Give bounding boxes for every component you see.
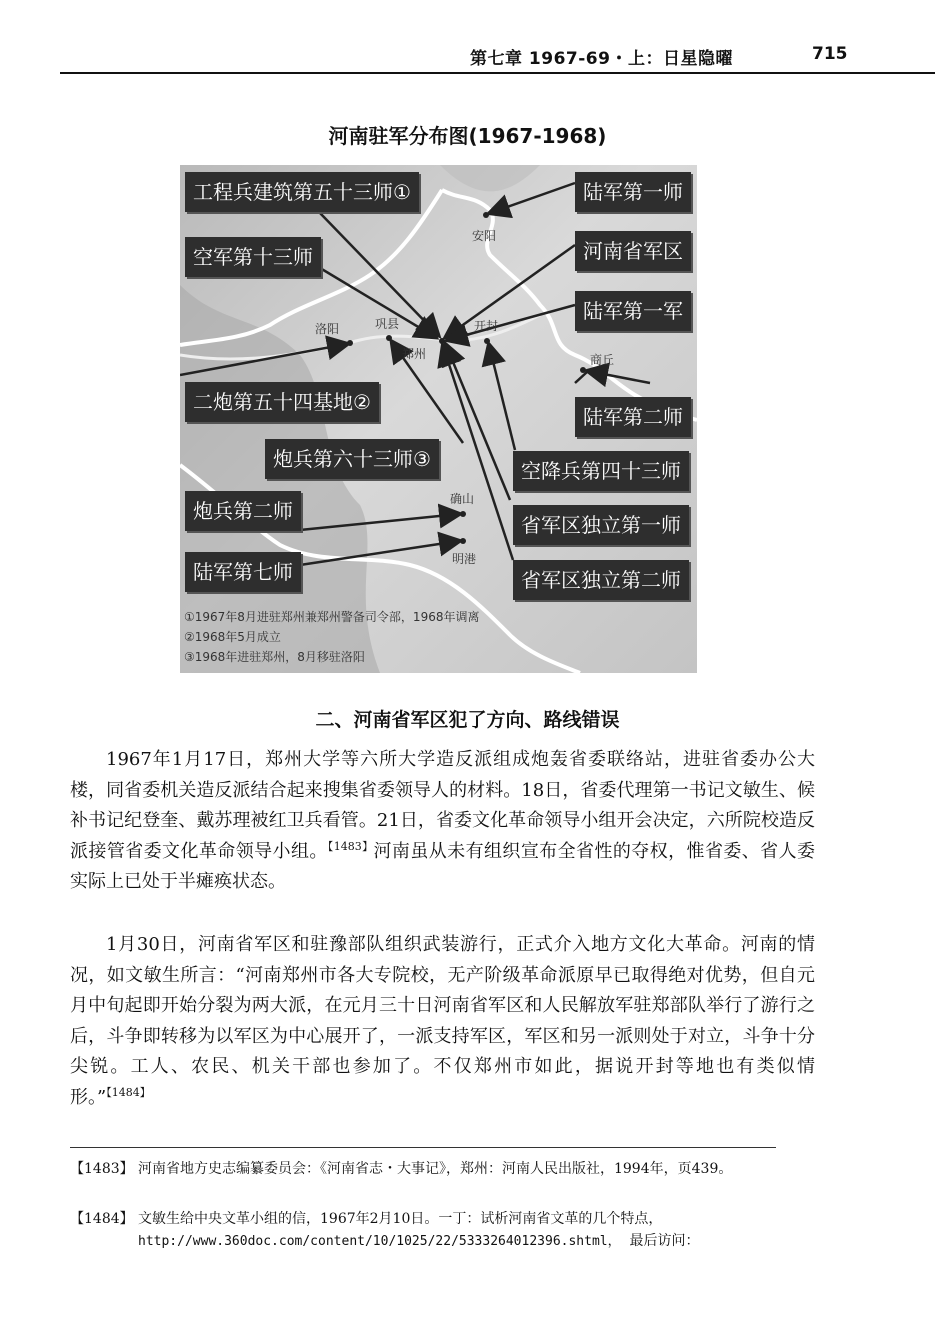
footnote-ref-1483[interactable]: 【1483】 bbox=[327, 839, 374, 853]
city-label-minggang: 明港 bbox=[452, 552, 477, 566]
footnote-rule bbox=[70, 1147, 776, 1148]
p2-text: 1月30日，河南省军区和驻豫部队组织武装游行，正式介入地方文化大革命。河南的情况，如文敏生所言：“河南郑州市各大专院校，无产阶级革命派原早已取得绝对优势，但自元月中旬起即开始分裂为两大派，在元月三十日河南省军区和人民解放军驻郑部队举行了游行之后，斗争即转移为以军区为中心展开了，一派支持军区，军区和另一派则处于对立，斗争十分尖锐。工人、农民、机关干部也参加了。不仅郑州市如此，据说开封等地也有类似情形。” bbox=[70, 934, 815, 1108]
footnote-1483 bbox=[70, 1158, 815, 1180]
unit-label-independent-2: 省军区独立第二师 bbox=[513, 560, 689, 600]
henan-garrison-map bbox=[180, 165, 697, 673]
section-heading: 二、河南省军区犯了方向、路线错误 bbox=[315, 709, 620, 731]
footnote-1484 bbox=[70, 1208, 815, 1253]
city-dot-queshan bbox=[460, 511, 466, 517]
city-label-anyang: 安阳 bbox=[472, 229, 497, 243]
body-paragraph-1 bbox=[70, 745, 815, 898]
footnote-tail: 最后访问： bbox=[629, 1233, 700, 1249]
city-dot-anyang bbox=[483, 212, 489, 218]
running-header-title: 第七章 1967-69・上：日星隐曜 bbox=[470, 49, 733, 69]
unit-label-artillery-2: 炮兵第二师 bbox=[185, 491, 301, 531]
unit-label-henan-district: 河南省军区 bbox=[575, 231, 691, 271]
body-paragraph-2 bbox=[70, 930, 815, 1114]
city-label-shangqiu: 商丘 bbox=[590, 353, 615, 367]
city-label-kaifeng: 开封 bbox=[474, 319, 499, 333]
city-dot-luoyang bbox=[347, 340, 353, 346]
city-dot-kaifeng bbox=[484, 338, 490, 344]
unit-label-airborne-43: 空降兵第四十三师 bbox=[513, 451, 689, 491]
unit-label-army-1-div: 陆军第一师 bbox=[575, 172, 691, 212]
p1-text: 1967年1月17日，郑州大学等六所大学造反派组成炮轰省委联络站，进驻省委办公大楼，同省委机关造反派结合起来搜集省委领导人的材料。18日，省委代理第一书记文敏生、候补书记纪登奎、戴苏理被红卫兵看管。21日，省委文化革命领导小组开会决定，六所院校造反派接管省委文化革命领导小组。 bbox=[70, 749, 815, 862]
footnote-url-link[interactable]: http://www.360doc.com/content/10/1025/22/5333264012396.shtml， bbox=[138, 1234, 621, 1249]
footnote-text: 河南省地方史志编纂委员会：《河南省志・大事记》，郑州：河南人民出版社，1994年，页439。 bbox=[138, 1161, 733, 1177]
map-note-1: ①1967年8月进驻郑州兼郑州警备司令部，1968年调离 bbox=[184, 610, 480, 624]
city-dot-minggang bbox=[460, 538, 466, 544]
unit-label-army-7: 陆军第七师 bbox=[185, 552, 301, 592]
footnote-text: 文敏生给中央文革小组的信，1967年2月10日。一丁：试析河南省文革的几个特点， bbox=[138, 1211, 663, 1227]
unit-label-independent-1: 省军区独立第一师 bbox=[513, 505, 689, 545]
unit-label-air-13: 空军第十三师 bbox=[185, 237, 321, 277]
unit-label-artillery-63: 炮兵第六十三师③ bbox=[265, 439, 439, 479]
map-note-2: ②1968年5月成立 bbox=[184, 630, 281, 644]
unit-label-army-2-div: 陆军第二师 bbox=[575, 397, 691, 437]
city-label-gongxian: 巩县 bbox=[375, 317, 400, 331]
city-label-luoyang: 洛阳 bbox=[315, 322, 340, 336]
header-rule bbox=[60, 72, 935, 74]
map-title: 河南驻军分布图(1967-1968) bbox=[328, 124, 607, 148]
city-label-zhengzhou: 郑州 bbox=[402, 347, 427, 361]
footnote-ref-1484[interactable]: 【1484】 bbox=[106, 1085, 151, 1099]
city-dot-zhengzhou bbox=[439, 338, 445, 344]
p1-tail: 河南虽从未有组织宣布全省性的夺权，惟省委、省人委实际上已处于半瘫痪状态。 bbox=[70, 840, 816, 893]
map-note-3: ③1968年进驻郑州，8月移驻洛阳 bbox=[184, 650, 365, 664]
footnote-id: 【1483】 bbox=[70, 1161, 134, 1177]
city-dot-gongxian bbox=[386, 335, 392, 341]
unit-label-engineer-53: 工程兵建筑第五十三师① bbox=[185, 172, 419, 212]
unit-label-second-artillery-54: 二炮第五十四基地② bbox=[185, 382, 379, 422]
unit-label-army-1-corps: 陆军第一军 bbox=[575, 291, 691, 331]
footnote-id: 【1484】 bbox=[70, 1211, 134, 1227]
page-number: 715 bbox=[812, 44, 848, 64]
city-label-queshan: 确山 bbox=[450, 492, 475, 506]
